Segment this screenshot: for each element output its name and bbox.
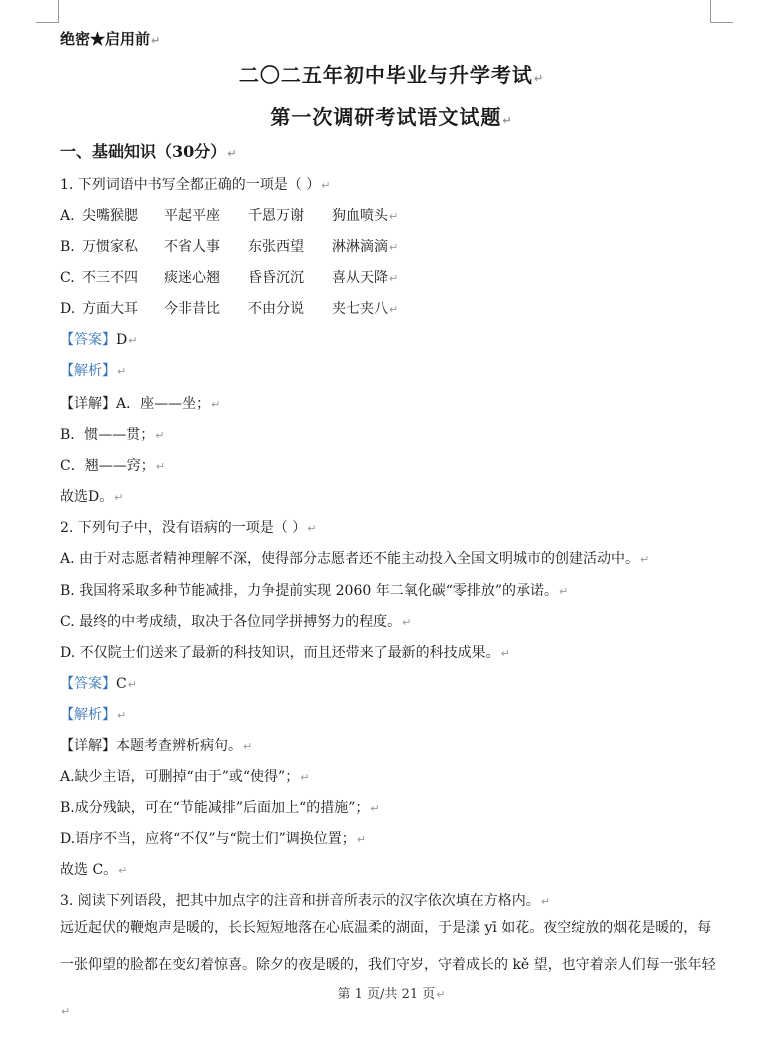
crop-mark-top-left [36,0,59,23]
q1-detail: 【详解】A．座——坐；↵ [60,396,221,412]
answer-tag: 【答案】 [60,676,116,692]
q1-answer: 【答案】D↵ [60,332,138,348]
exam-title-line2: 第一次调研考试语文试题↵ [270,105,513,129]
exam-title-line1: 二〇二五年初中毕业与升学考试↵ [238,63,545,87]
crop-mark-top-right [710,0,733,23]
q1-detail-c: C．翘——窍；↵ [60,458,165,474]
q2-analysis-tag: 【解析】↵ [60,707,127,723]
q1-option-b: B. 万惯家私 不省人事 东张西望 淋淋滴滴↵ [60,239,399,255]
q3-paragraph-line1: 远近起伏的鞭炮声是暖的，长长短短地落在心底温柔的湖面，于是漾 yī 如花。夜空绽放的烟花是暖的，每 [60,920,712,936]
q2-note-a: A.缺少主语，可删掉“由于”或“使得”；↵ [60,769,310,785]
section-heading: 一、基础知识（30分）↵ [60,142,237,161]
q2-detail: 【详解】本题考查辨析病句。↵ [60,738,253,754]
q2-option-c: C. 最终的中考成绩，取决于各位同学拼搏努力的程度。↵ [60,614,412,630]
q2-conclusion: 故选 C。↵ [60,862,128,878]
confidential-label: 绝密★启用前↵ [60,30,161,48]
q1-analysis-tag: 【解析】↵ [60,363,127,379]
q1-conclusion: 故选D。↵ [60,489,124,505]
page-footer: 第 1 页/共 21 页↵ [337,987,446,1002]
q2-answer: 【答案】C↵ [60,676,137,692]
q3-stem: 3. 阅读下列语段，把其中加点字的注音和拼音所表示的汉字依次填在方格内。↵ [60,893,551,909]
q3-paragraph-line2: 一张仰望的脸都在变幻着惊喜。除夕的夜是暖的，我们守岁，守着成长的 kě 望，也守着亲人们每一张年轻 [60,957,716,973]
empty-paragraph-mark: ↵ [61,1005,71,1018]
q2-note-b: B.成分残缺，可在“节能减排”后面加上“的措施”；↵ [60,800,380,816]
q1-option-c: C. 不三不四 痰迷心翘 昏昏沉沉 喜从天降↵ [60,270,399,286]
q2-option-b: B. 我国将采取多种节能减排，力争提前实现 2060 年二氧化碳“零排放”的承诺。↵ [60,583,569,599]
q2-option-a: A. 由于对志愿者精神理解不深，使得部分志愿者还不能主动投入全国文明城市的创建活动中。↵ [60,551,650,567]
answer-tag: 【答案】 [60,332,116,348]
q1-stem: 1. 下列词语中书写全都正确的一项是（ ）↵ [60,177,331,193]
q1-option-a: A. 尖嘴猴腮 平起平座 千恩万谢 狗血喷头↵ [60,208,399,224]
q2-option-d: D. 不仅院士们送来了最新的科技知识，而且还带来了最新的科技成果。↵ [60,645,510,661]
q1-detail-b: B．惯——贯；↵ [60,427,165,443]
q2-note-d: D.语序不当，应将“不仅”与“院士们”调换位置；↵ [60,831,367,847]
q1-option-d: D. 方面大耳 今非昔比 不由分说 夹七夹八↵ [60,301,399,317]
q2-stem: 2. 下列句子中，没有语病的一项是（ ）↵ [60,520,317,536]
